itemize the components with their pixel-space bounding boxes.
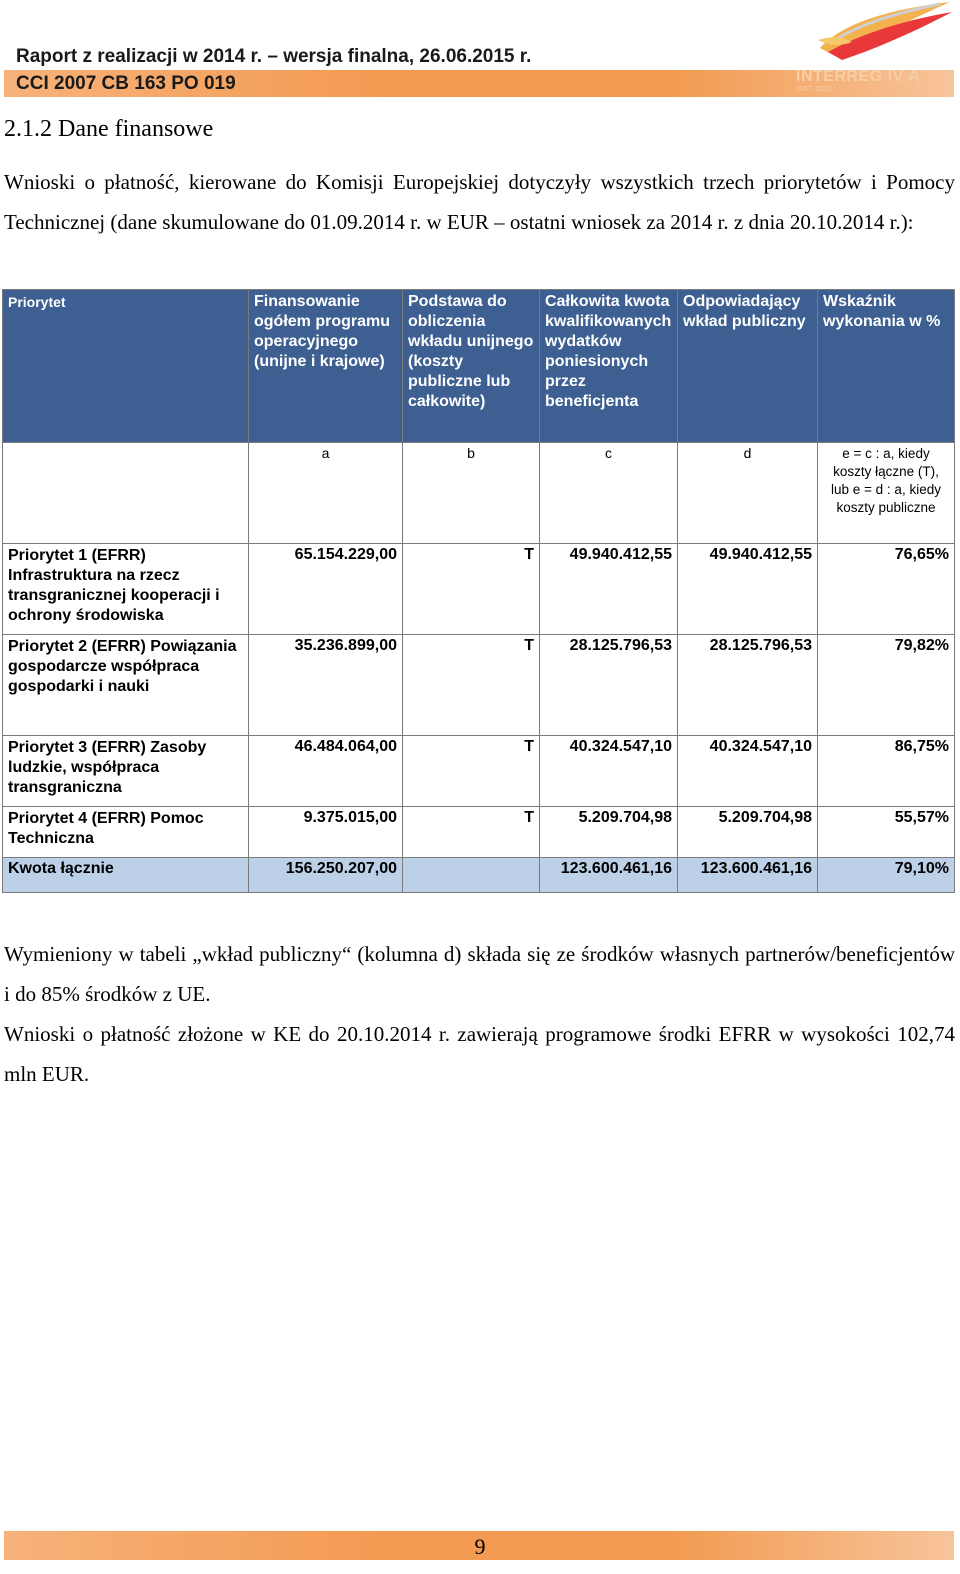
- section-title: 2.1.2 Dane finansowe: [4, 116, 214, 142]
- priority-label: Priorytet 3 (EFRR) Zasoby ludzkie, współpraca transgraniczna: [3, 736, 249, 807]
- header-cell: Odpowiadający wkład publiczny: [678, 290, 818, 443]
- table-row: [3, 807, 955, 858]
- note-paragraph-2: Wnioski o płatność złożone w KE do 20.10.2014 r. zawierają programowe środki EFRR w wysokości 102,74 mln EUR.: [4, 1022, 955, 1086]
- letter-cell: d: [678, 443, 818, 544]
- logo-years: 2007–2013: [796, 86, 832, 93]
- total-b: [403, 858, 540, 893]
- priority-label: Priorytet 4 (EFRR) Pomoc Techniczna: [3, 807, 249, 858]
- total-d: 123.600.461,16: [678, 858, 818, 893]
- letter-cell: a: [249, 443, 403, 544]
- table-header-row: [3, 290, 955, 443]
- cell-d: 28.125.796,53: [678, 635, 818, 736]
- header-cell: Priorytet: [3, 290, 249, 443]
- cell-d: 40.324.547,10: [678, 736, 818, 807]
- cell-b: T: [403, 544, 540, 635]
- cell-b: T: [403, 635, 540, 736]
- cell-c: 5.209.704,98: [540, 807, 678, 858]
- cell-b: T: [403, 807, 540, 858]
- logo-text: INTERREG IV A: [796, 68, 921, 85]
- cell-e: 76,65%: [818, 544, 955, 635]
- priority-label: Priorytet 1 (EFRR) Infrastruktura na rzecz transgranicznej kooperacji i ochrony środowiska: [3, 544, 249, 635]
- report-code: CCI 2007 CB 163 PO 019: [16, 73, 236, 94]
- table-total-row: [3, 858, 955, 893]
- cell-c: 28.125.796,53: [540, 635, 678, 736]
- header-cell: Podstawa do obliczenia wkładu unijnego (koszty publiczne lub całkowite): [403, 290, 540, 443]
- header-cell: Całkowita kwota kwalifikowanych wydatków poniesionych przez beneficjenta: [540, 290, 678, 443]
- note-paragraph-1: Wymieniony w tabeli „wkład publiczny“ (kolumna d) składa się ze środków własnych partnerów/beneficjentów i do 85% środków z UE.: [4, 942, 955, 1006]
- intro-paragraph: Wnioski o płatność, kierowane do Komisji Europejskiej dotyczyły wszystkich trzech priorytetów i Pomocy Technicznej (dane skumulowane do 01.09.2014 r. w EUR – ostatni wniosek za 2014 r. z dnia 20.10.2014 r.):: [4, 170, 955, 234]
- column-letter-row: [3, 443, 955, 544]
- financial-table: [2, 289, 955, 893]
- cell-b: T: [403, 736, 540, 807]
- page-header: [0, 0, 960, 100]
- total-a: 156.250.207,00: [249, 858, 403, 893]
- letter-cell: c: [540, 443, 678, 544]
- total-c: 123.600.461,16: [540, 858, 678, 893]
- table-row: [3, 635, 955, 736]
- cell-a: 46.484.064,00: [249, 736, 403, 807]
- cell-a: 9.375.015,00: [249, 807, 403, 858]
- cell-c: 40.324.547,10: [540, 736, 678, 807]
- priority-label: Priorytet 2 (EFRR) Powiązania gospodarcze współpraca gospodarki i nauki: [3, 635, 249, 736]
- page-number: 9: [474, 1534, 486, 1559]
- report-title: Raport z realizacji w 2014 r. – wersja finalna, 26.06.2015 r.: [16, 46, 532, 67]
- total-e: 79,10%: [818, 858, 955, 893]
- header-cell: Wskaźnik wykonania w %: [818, 290, 955, 443]
- cell-d: 5.209.704,98: [678, 807, 818, 858]
- cell-d: 49.940.412,55: [678, 544, 818, 635]
- header-cell: Finansowanie ogółem programu operacyjnego (unijne i krajowe): [249, 290, 403, 443]
- table-row: [3, 544, 955, 635]
- cell-a: 35.236.899,00: [249, 635, 403, 736]
- cell-e: 55,57%: [818, 807, 955, 858]
- letter-cell: [3, 443, 249, 544]
- cell-e: 86,75%: [818, 736, 955, 807]
- total-label: Kwota łącznie: [3, 858, 249, 893]
- cell-e: 79,82%: [818, 635, 955, 736]
- table-row: [3, 736, 955, 807]
- letter-cell: b: [403, 443, 540, 544]
- cell-a: 65.154.229,00: [249, 544, 403, 635]
- cell-c: 49.940.412,55: [540, 544, 678, 635]
- letter-cell: e = c : a, kiedy koszty łączne (T), lub e = d : a, kiedy koszty publiczne: [818, 443, 955, 544]
